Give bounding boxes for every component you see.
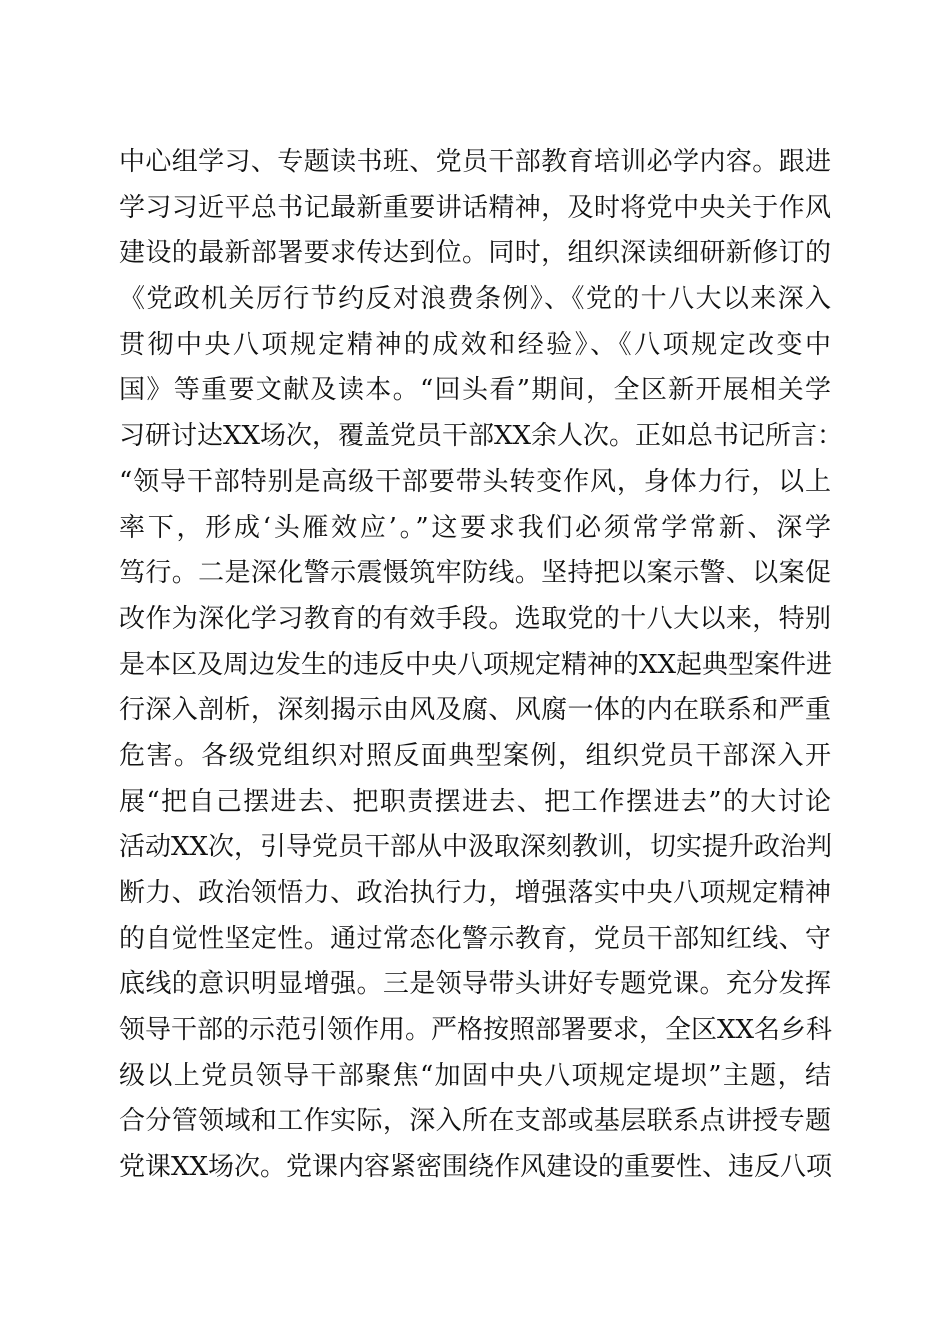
text-line-6: 国》等重要文献及读本。“回头看”期间，全区新开展相关学 — [119, 375, 831, 406]
text-line-12: 是本区及周边发生的违反中央八项规定精神的XX起典型案件进 — [119, 649, 833, 680]
text-line-8: “领导干部特别是高级干部要带头转变作风，身体力行，以上 — [119, 466, 831, 497]
text-line-3: 建设的最新部署要求传达到位。同时，组织深读细研新修订的 — [119, 238, 831, 269]
text-line-4: 《党政机关厉行节约反对浪费条例》、《党的十八大以来深入 — [119, 284, 831, 315]
text-line-22: 合分管领域和工作实际，深入所在支部或基层联系点讲授专题 — [119, 1106, 831, 1137]
text-line-5: 贯彻中央八项规定精神的成效和经验》、《八项规定改变中 — [119, 329, 831, 360]
text-line-2: 学习习近平总书记最新重要讲话精神，及时将党中央关于作风 — [119, 192, 831, 223]
text-line-19: 底线的意识明显增强。三是领导带头讲好专题党课。充分发挥 — [119, 969, 831, 1000]
text-line-16: 活动XX次，引导党员干部从中汲取深刻教训，切实提升政治判 — [119, 832, 833, 863]
text-line-20: 领导干部的示范引领作用。严格按照部署要求，全区XX名乡科 — [119, 1015, 833, 1046]
text-line-18: 的自觉性坚定性。通过常态化警示教育，党员干部知红线、守 — [119, 923, 831, 954]
text-line-14: 危害。各级党组织对照反面典型案例，组织党员干部深入开 — [119, 740, 831, 771]
text-line-1: 中心组学习、专题读书班、党员干部教育培训必学内容。跟进 — [119, 147, 831, 177]
text-line-13: 行深入剖析，深刻揭示由风及腐、风腐一体的内在联系和严重 — [119, 695, 831, 726]
text-line-23: 党课XX场次。党课内容紧密围绕作风建设的重要性、违反八项 — [119, 1152, 833, 1183]
text-line-11: 改作为深化学习教育的有效手段。选取党的十八大以来，特别 — [119, 603, 831, 634]
text-line-17: 断力、政治领悟力、政治执行力，增强落实中央八项规定精神 — [119, 878, 831, 908]
text-line-21: 级以上党员领导干部聚焦“加固中央八项规定堤坝”主题，结 — [119, 1060, 831, 1091]
text-line-9: 率下，形成‘头雁效应’。”这要求我们必须常学常新、深学 — [119, 512, 831, 543]
text-line-10: 笃行。二是深化警示震慑筑牢防线。坚持把以案示警、以案促 — [119, 558, 831, 589]
body-paragraph — [119, 140, 844, 1191]
text-line-15: 展“把自己摆进去、把职责摆进去、把工作摆进去”的大讨论 — [119, 786, 831, 817]
text-line-7: 习研讨达XX场次，覆盖党员干部XX余人次。正如总书记所言： — [119, 421, 844, 452]
